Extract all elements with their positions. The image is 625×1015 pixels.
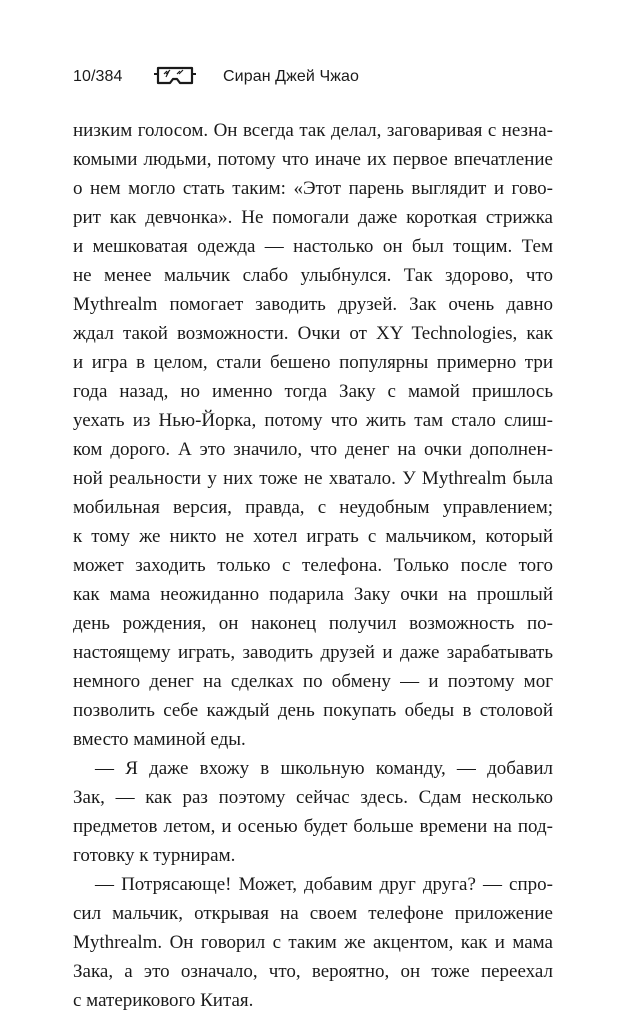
- text-line: мобильная версия, правда, с неудобным управлением;: [73, 497, 553, 518]
- paragraph: [73, 116, 553, 754]
- book-author: Сиран Джей Чжао: [223, 68, 360, 85]
- text-line: с материкового Китая.: [73, 990, 254, 1011]
- text-line: Mythrealm. Он говорил с таким же акцентом, как и мама: [73, 932, 553, 953]
- text-line: о нем могло стать таким: «Этот парень выглядит и гово-: [73, 178, 553, 199]
- text-line: — Я даже вхожу в школьную команду, — добавил: [95, 758, 553, 779]
- text-line: к тому же никто не хотел играть с мальчиком, который: [73, 526, 553, 547]
- text-line: ной реальности у них тоже не хватало. У Mythrealm была: [73, 468, 553, 489]
- text-line: низким голосом. Он всегда так делал, заговаривая с незна-: [73, 120, 553, 141]
- text-line: комыми людьми, потому что иначе их первое впечатление: [73, 149, 553, 170]
- text-line: — Потрясающе! Может, добавим друг друга? — спро-: [95, 874, 553, 895]
- paragraph: [73, 754, 553, 870]
- text-line: уехать из Нью-Йорка, потому что жить там стало слиш-: [73, 410, 553, 431]
- text-line: предметов летом, и осенью будет больше времени на под-: [73, 816, 553, 837]
- page-header: [73, 64, 359, 90]
- text-line: ком дорого. А это значило, что денег на очки дополнен-: [73, 439, 553, 460]
- page-number: 10/384: [73, 68, 123, 85]
- text-line: немного денег на сделках по обмену — и поэтому мог: [73, 671, 553, 692]
- text-line: Mythrealm помогает заводить друзей. Зак очень давно: [73, 294, 553, 315]
- text-line: настоящему играть, заводить друзей и даже зарабатывать: [73, 642, 553, 663]
- text-line: позволить себе каждый день покупать обеды в столовой: [73, 700, 553, 721]
- body-text: [73, 116, 553, 1015]
- text-line: и игра в целом, стали бешено популярны примерно три: [73, 352, 553, 373]
- paragraph: [73, 870, 553, 1015]
- text-line: как мама неожиданно подарила Заку очки на прошлый: [73, 584, 553, 605]
- text-line: Зака, а это означало, что, вероятно, он тоже переехал: [73, 961, 553, 982]
- vr-glasses-icon: [153, 65, 197, 89]
- text-line: не менее мальчик слабо улыбнулся. Так здорово, что: [73, 265, 553, 286]
- text-line: сил мальчик, открывая на своем телефоне приложение: [73, 903, 553, 924]
- text-line: года назад, но именно тогда Заку с мамой пришлось: [73, 381, 553, 402]
- text-line: ждал такой возможности. Очки от XY Technologies, как: [73, 323, 553, 344]
- text-line: и мешковатая одежда — настолько он был тощим. Тем: [73, 236, 553, 257]
- text-line: Зак, — как раз поэтому сейчас здесь. Сдам несколько: [73, 787, 553, 808]
- text-line: рит как девчонка». Не помогали даже короткая стрижка: [73, 207, 553, 228]
- text-line: вместо маминой еды.: [73, 729, 246, 750]
- text-line: день рождения, он наконец получил возможность по-: [73, 613, 553, 634]
- text-line: может заходить только с телефона. Только после того: [73, 555, 553, 576]
- text-line: готовку к турнирам.: [73, 845, 236, 866]
